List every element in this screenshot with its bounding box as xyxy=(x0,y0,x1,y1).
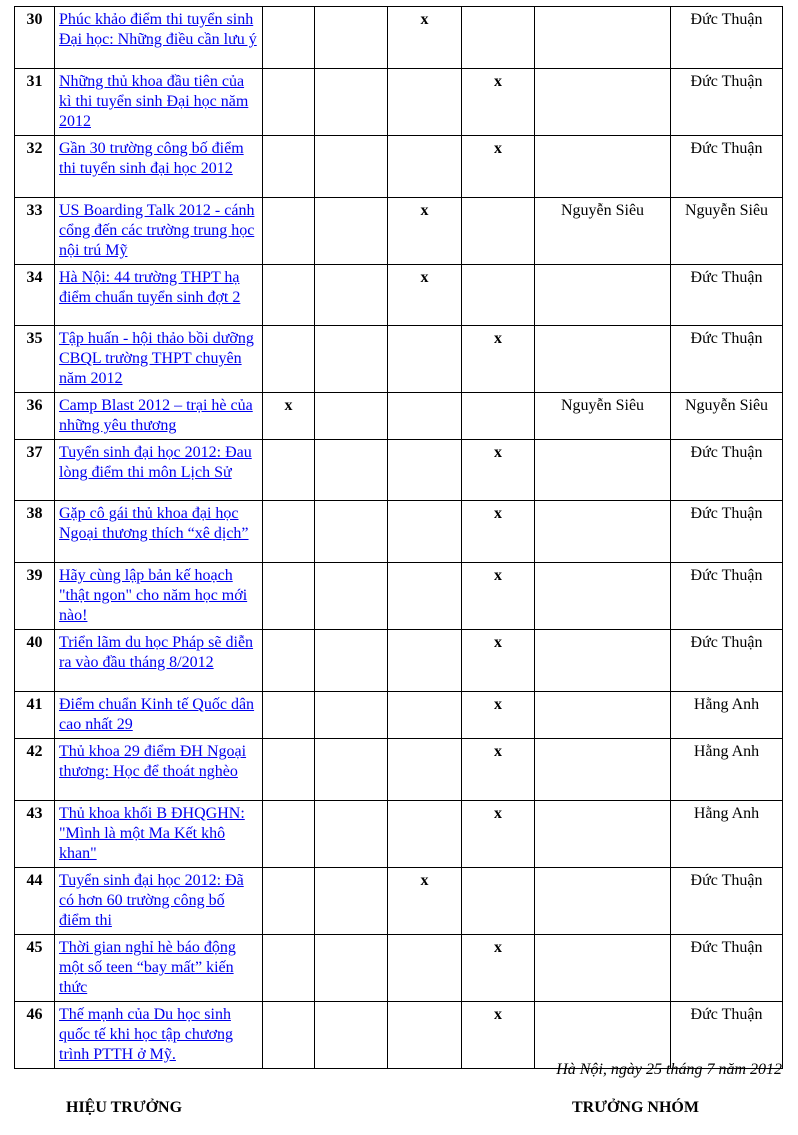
row-number: 30 xyxy=(15,7,55,69)
category-mark-c1 xyxy=(263,630,315,692)
article-title-cell xyxy=(55,1002,263,1069)
row-number: 43 xyxy=(15,801,55,868)
poster-name: Đức Thuận xyxy=(671,935,783,1002)
table-row xyxy=(15,868,783,935)
table-row xyxy=(15,7,783,69)
category-mark-c2 xyxy=(315,563,388,630)
table-row xyxy=(15,501,783,563)
table-row xyxy=(15,136,783,198)
poster-name: Đức Thuận xyxy=(671,69,783,136)
category-mark-c4: x xyxy=(462,801,535,868)
category-mark-c3: x xyxy=(388,7,462,69)
article-title-link[interactable]: Điểm chuẩn Kinh tế Quốc dân cao nhất 29 xyxy=(59,696,255,733)
category-mark-c4 xyxy=(462,198,535,265)
category-mark-c3: x xyxy=(388,868,462,935)
category-mark-c2 xyxy=(315,326,388,393)
poster-name: Đức Thuận xyxy=(671,563,783,630)
category-mark-c1 xyxy=(263,563,315,630)
category-mark-c1 xyxy=(263,692,315,739)
category-mark-c2 xyxy=(315,501,388,563)
category-mark-c1 xyxy=(263,7,315,69)
poster-name: Hằng Anh xyxy=(671,739,783,801)
category-mark-c2 xyxy=(315,440,388,501)
poster-name: Đức Thuận xyxy=(671,1002,783,1069)
poster-name: Hằng Anh xyxy=(671,801,783,868)
table-row xyxy=(15,692,783,739)
category-mark-c1 xyxy=(263,1002,315,1069)
poster-name: Đức Thuận xyxy=(671,326,783,393)
row-number: 45 xyxy=(15,935,55,1002)
principal-signature-label: HIỆU TRƯỞNG xyxy=(66,1099,183,1116)
author-name xyxy=(535,69,671,136)
row-number: 38 xyxy=(15,501,55,563)
category-mark-c2 xyxy=(315,393,388,440)
category-mark-c1 xyxy=(263,69,315,136)
category-mark-c3 xyxy=(388,801,462,868)
category-mark-c4: x xyxy=(462,563,535,630)
article-title-cell xyxy=(55,7,263,69)
category-mark-c4: x xyxy=(462,326,535,393)
article-title-cell xyxy=(55,692,263,739)
row-number: 35 xyxy=(15,326,55,393)
category-mark-c3 xyxy=(388,692,462,739)
article-title-link[interactable]: Thời gian nghỉ hè báo động một số teen “bay mất” kiến thức xyxy=(59,939,236,996)
category-mark-c3 xyxy=(388,136,462,198)
category-mark-c4: x xyxy=(462,440,535,501)
author-name xyxy=(535,1002,671,1069)
category-mark-c2 xyxy=(315,198,388,265)
category-mark-c1 xyxy=(263,501,315,563)
table-row xyxy=(15,563,783,630)
row-number: 40 xyxy=(15,630,55,692)
article-title-cell xyxy=(55,739,263,801)
row-number: 36 xyxy=(15,393,55,440)
category-mark-c2 xyxy=(315,7,388,69)
table-row xyxy=(15,630,783,692)
group-leader-signature-label: TRƯỞNG NHÓM xyxy=(572,1099,699,1116)
category-mark-c2 xyxy=(315,692,388,739)
article-title-link[interactable]: Tập huấn - hội thảo bồi dưỡng CBQL trường THPT chuyên năm 2012 xyxy=(59,330,254,387)
category-mark-c3 xyxy=(388,563,462,630)
article-title-link[interactable]: Thủ khoa khối B ĐHQGHN: "Mình là một Ma Kết khô khan" xyxy=(59,805,245,862)
poster-name: Đức Thuận xyxy=(671,501,783,563)
poster-name: Đức Thuận xyxy=(671,868,783,935)
category-mark-c3 xyxy=(388,935,462,1002)
author-name: Nguyễn Siêu xyxy=(535,393,671,440)
category-mark-c4: x xyxy=(462,136,535,198)
row-number: 37 xyxy=(15,440,55,501)
category-mark-c4 xyxy=(462,7,535,69)
category-mark-c2 xyxy=(315,69,388,136)
category-mark-c1 xyxy=(263,739,315,801)
article-title-link[interactable]: Tuyển sinh đại học 2012: Đã có hơn 60 trường công bố điểm thi xyxy=(59,872,244,929)
row-number: 33 xyxy=(15,198,55,265)
category-mark-c4 xyxy=(462,868,535,935)
category-mark-c1 xyxy=(263,801,315,868)
author-name xyxy=(535,739,671,801)
category-mark-c4: x xyxy=(462,69,535,136)
category-mark-c3 xyxy=(388,501,462,563)
article-title-link[interactable]: Tuyển sinh đại học 2012: Đau lòng điểm thi môn Lịch Sử xyxy=(59,444,252,481)
category-mark-c1 xyxy=(263,136,315,198)
article-title-cell xyxy=(55,393,263,440)
poster-name: Nguyễn Siêu xyxy=(671,198,783,265)
category-mark-c1 xyxy=(263,326,315,393)
category-mark-c3 xyxy=(388,69,462,136)
author-name xyxy=(535,440,671,501)
row-number: 31 xyxy=(15,69,55,136)
author-name: Nguyễn Siêu xyxy=(535,198,671,265)
author-name xyxy=(535,801,671,868)
poster-name: Đức Thuận xyxy=(671,7,783,69)
table-body xyxy=(15,7,783,1069)
author-name xyxy=(535,868,671,935)
category-mark-c4: x xyxy=(462,630,535,692)
poster-name: Đức Thuận xyxy=(671,440,783,501)
article-title-link[interactable]: Hà Nội: 44 trường THPT hạ điểm chuẩn tuyển sinh đợt 2 xyxy=(59,269,241,306)
article-title-cell xyxy=(55,440,263,501)
category-mark-c3 xyxy=(388,630,462,692)
article-title-cell xyxy=(55,935,263,1002)
article-title-link[interactable]: Gần 30 trường công bố điểm thi tuyển sinh đại học 2012 xyxy=(59,140,244,177)
article-title-cell xyxy=(55,69,263,136)
category-mark-c1 xyxy=(263,198,315,265)
category-mark-c3 xyxy=(388,393,462,440)
article-title-link[interactable]: Thế mạnh của Du học sinh quốc tế khi học tập chương trình PTTH ở Mỹ. xyxy=(59,1006,233,1063)
category-mark-c1 xyxy=(263,868,315,935)
poster-name: Đức Thuận xyxy=(671,136,783,198)
table-row xyxy=(15,1002,783,1069)
table-row xyxy=(15,393,783,440)
author-name xyxy=(535,692,671,739)
row-number: 39 xyxy=(15,563,55,630)
category-mark-c3 xyxy=(388,739,462,801)
category-mark-c4 xyxy=(462,265,535,326)
author-name xyxy=(535,501,671,563)
category-mark-c4: x xyxy=(462,935,535,1002)
table-row xyxy=(15,440,783,501)
row-number: 41 xyxy=(15,692,55,739)
poster-name: Nguyễn Siêu xyxy=(671,393,783,440)
article-title-link[interactable]: Triển lãm du học Pháp sẽ diễn ra vào đầu tháng 8/2012 xyxy=(59,634,254,671)
article-title-cell xyxy=(55,501,263,563)
poster-name: Đức Thuận xyxy=(671,630,783,692)
category-mark-c2 xyxy=(315,935,388,1002)
article-title-link[interactable]: Hãy cùng lập bản kế hoạch "thật ngon" cho năm học mới nào! xyxy=(59,567,248,624)
category-mark-c1 xyxy=(263,265,315,326)
category-mark-c1 xyxy=(263,440,315,501)
author-name xyxy=(535,326,671,393)
category-mark-c4: x xyxy=(462,692,535,739)
article-title-link[interactable]: Những thủ khoa đầu tiên của kì thi tuyển sinh Đại học năm 2012 xyxy=(59,73,249,130)
article-title-link[interactable]: Camp Blast 2012 – trại hè của những yêu thương xyxy=(59,397,253,434)
article-title-cell xyxy=(55,868,263,935)
row-number: 42 xyxy=(15,739,55,801)
category-mark-c1 xyxy=(263,935,315,1002)
article-title-cell xyxy=(55,265,263,326)
document-date: Hà Nội, ngày 25 tháng 7 năm 2012 xyxy=(556,1061,782,1078)
author-name xyxy=(535,7,671,69)
row-number: 32 xyxy=(15,136,55,198)
category-mark-c2 xyxy=(315,801,388,868)
table-row xyxy=(15,801,783,868)
article-title-link[interactable]: Gặp cô gái thủ khoa đại học Ngoại thương thích “xê dịch” xyxy=(59,505,249,542)
category-mark-c2 xyxy=(315,630,388,692)
author-name xyxy=(535,136,671,198)
article-title-link[interactable]: Phúc khảo điểm thi tuyển sinh Đại học: Những điều cần lưu ý xyxy=(59,11,257,48)
poster-name: Hằng Anh xyxy=(671,692,783,739)
category-mark-c2 xyxy=(315,739,388,801)
article-title-cell xyxy=(55,563,263,630)
poster-name: Đức Thuận xyxy=(671,265,783,326)
article-log-table xyxy=(14,6,783,1069)
category-mark-c2 xyxy=(315,868,388,935)
category-mark-c1: x xyxy=(263,393,315,440)
category-mark-c3 xyxy=(388,440,462,501)
article-title-link[interactable]: Thủ khoa 29 điểm ĐH Ngoại thương: Học để thoát nghèo xyxy=(59,743,247,780)
category-mark-c2 xyxy=(315,265,388,326)
category-mark-c3: x xyxy=(388,265,462,326)
category-mark-c2 xyxy=(315,1002,388,1069)
article-title-cell xyxy=(55,136,263,198)
author-name xyxy=(535,935,671,1002)
article-title-cell xyxy=(55,326,263,393)
category-mark-c4: x xyxy=(462,739,535,801)
row-number: 46 xyxy=(15,1002,55,1069)
table-row xyxy=(15,739,783,801)
author-name xyxy=(535,563,671,630)
article-title-link[interactable]: US Boarding Talk 2012 - cánh cổng đến các trường trung học nội trú Mỹ xyxy=(59,202,255,259)
table-row xyxy=(15,198,783,265)
category-mark-c3: x xyxy=(388,198,462,265)
article-title-cell xyxy=(55,801,263,868)
category-mark-c4: x xyxy=(462,1002,535,1069)
row-number: 34 xyxy=(15,265,55,326)
article-title-cell xyxy=(55,630,263,692)
row-number: 44 xyxy=(15,868,55,935)
author-name xyxy=(535,265,671,326)
category-mark-c4: x xyxy=(462,501,535,563)
category-mark-c3 xyxy=(388,326,462,393)
table-row xyxy=(15,326,783,393)
table-row xyxy=(15,265,783,326)
category-mark-c4 xyxy=(462,393,535,440)
category-mark-c3 xyxy=(388,1002,462,1069)
table-row xyxy=(15,69,783,136)
category-mark-c2 xyxy=(315,136,388,198)
table-row xyxy=(15,935,783,1002)
article-title-cell xyxy=(55,198,263,265)
author-name xyxy=(535,630,671,692)
